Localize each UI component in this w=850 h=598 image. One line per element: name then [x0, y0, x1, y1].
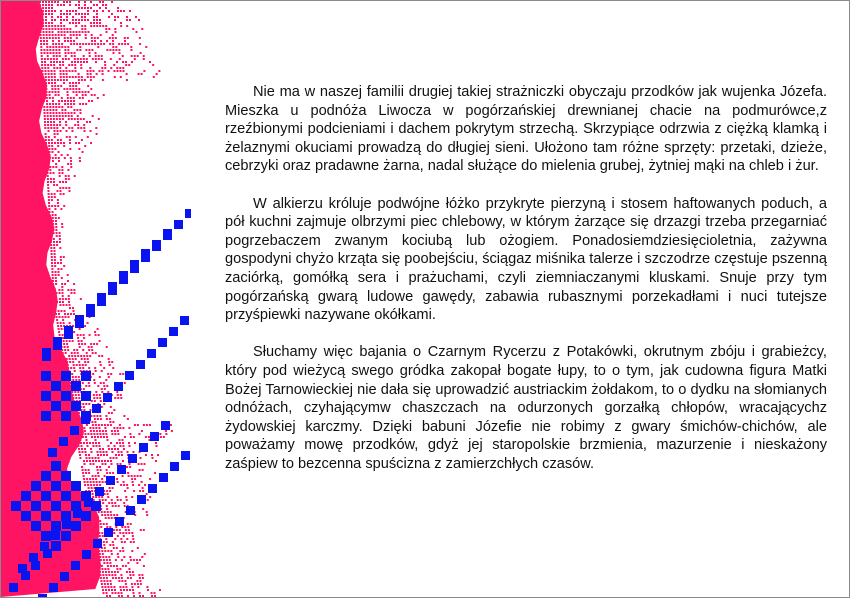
folk-weave-pattern: [1, 1, 191, 597]
paragraph-1: Nie ma w naszej familii drugiej takiej strażniczki obyczaju przodków jak wujenka Józefa. Mieszka u podnóża Liwocza w pogórzańskiej drewnianej chacie na podmurówce,z rzeźbionymi podcieniami i dachem pokrytym strzechą. Skrzypiące odrzwia z ciężką klamką i żelaznymi okuciami prowadzą do długiej sieni. Ułożono tam różne sprzęty: przetaki, dzieże, cebrzyki oraz pradawne żarna, nadal służące do mielenia grubej, żytniej mąki na chleb i żur.: [225, 84, 827, 175]
paragraph-2: W alkierzu króluje podwójne łóżko przykryte pierzyną i stosem haftowanych poduch, a pół kuchni zajmuje olbrzymi piec chlebowy, w którym żarzące się drzazgi trzeba przegarniać pogrzebaczem zwanym kociubą lub ożogiem. Ponadosiemdziesięcioletnia, zażywna gospodyni chyżo krząta się poobejściu, ściągaz miśnika talerze i szczodrze częstuje pszenną zaciórką, gomółką sera i prażuchami, czyli ziemniaczanymi kluskami. Snuje przy tym pogórzańską gwarą ludowe gawędy, zabawia rubasznymi porzekadłami i nuci tutejsze przyśpiewki nazywane okółkami.: [225, 195, 827, 324]
article-text: [225, 83, 827, 473]
paragraph-3: Słuchamy więc bajania o Czarnym Rycerzu z Potakówki, okrutnym zbóju i grabieżcy, który pod wieżycą swego gródka zakopał bogate łupy, to o tym, jak cudowna figura Matki Bożej Tarnowieckiej nie dała się uprowadzić austriackim żołdakom, to o dydku na słomianych odnóżach, czyhającymw chaszczach na odurzonych gorzałką chłopów, wracającychz żydowskiej karczmy. Dzięki babuni Józefie nie robimy z gwary śmichów-chichów, ale poważamy mowę przodków, gdyż jej staropolskie brzmienia, mazurzenie i nieskażony zaśpiew to bezcenna spuścizna z zamierzchłych czasów.: [225, 344, 827, 472]
